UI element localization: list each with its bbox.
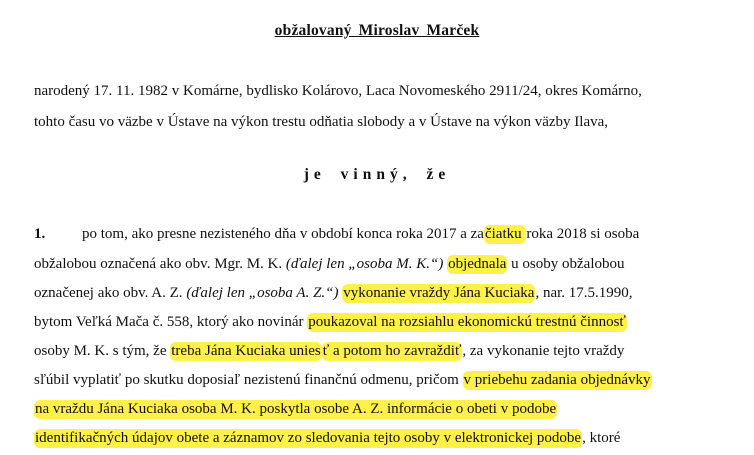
highlighted-text: treba Jána Kuciaka unies	[171, 343, 321, 359]
point1-line-4	[34, 312, 627, 332]
highlighted-text: vykonanie vraždy Jána Kuciaka	[343, 285, 535, 301]
text-segment: , za vykonanie tejto vraždy	[462, 343, 625, 359]
text-segment: obžalobou označená ako obv. Mgr. M. K.	[34, 256, 286, 272]
point1-line-6	[34, 370, 652, 390]
italic-text: (ďalej len „osoba A. Z.“)	[186, 285, 339, 301]
text-segment: , ktoré	[582, 430, 621, 446]
highlighted-text: objednala	[448, 256, 507, 272]
highlighted-text: identifikačných údajov obete a záznamov zo sledovania tejto osoby v elektronickej podobe	[35, 430, 582, 446]
highlighted-text: v priebehu zadania objednávky	[463, 372, 651, 388]
point1-line-2	[34, 254, 625, 274]
italic-text: (ďalej len „osoba M. K.“)	[285, 256, 444, 272]
intro-line-2: tohto času vo väzbe v Ústave na výkon trestu odňatia slobody a v Ústave na výkon väzby Ilava,	[34, 114, 609, 130]
text-segment: bytom Veľká Mača č. 558, ktorý ako novinár	[34, 314, 308, 330]
point1-line-5	[34, 341, 624, 361]
intro-line-1: narodený 17. 11. 1982 v Komárne, bydlisko Kolárovo, Laca Novomeského 2911/24, okres Komárno,	[34, 83, 642, 99]
highlighted-text: ť a potom ho zavraždiť	[322, 343, 462, 359]
point1-line-7	[34, 399, 557, 419]
point1-line-3	[34, 283, 633, 303]
text-segment: osoby M. K. s tým, že	[34, 343, 171, 359]
text-segment: sľúbil vyplatiť po skutku doposiaľ nezistenú finančnú odmenu, pričom	[34, 372, 463, 388]
text-segment: po tom, ako presne nezisteného dňa v období konca roka 2017 a za	[82, 226, 484, 242]
highlighted-text: čiatku	[484, 226, 526, 242]
verdict-heading: je vinný, že	[303, 166, 451, 183]
text-segment: , nar. 17.5.1990,	[535, 285, 633, 301]
defendant-title: obžalovaný Miroslav Marček	[274, 22, 480, 39]
highlighted-text: poukazoval na rozsiahlu ekonomickú trestnú činnosť	[308, 314, 626, 330]
point1-line-1	[34, 224, 639, 244]
point-number: 1.	[34, 226, 46, 242]
highlighted-text: na vraždu Jána Kuciaka osoba M. K. poskytla osobe A. Z. informácie o obeti v podobe	[35, 401, 557, 417]
text-segment: roka 2018 si osoba	[526, 226, 640, 242]
point1-line-8	[34, 428, 620, 448]
text-segment: u osoby obžalobou	[507, 256, 625, 272]
text-segment: označenej ako obv. A. Z.	[34, 285, 187, 301]
